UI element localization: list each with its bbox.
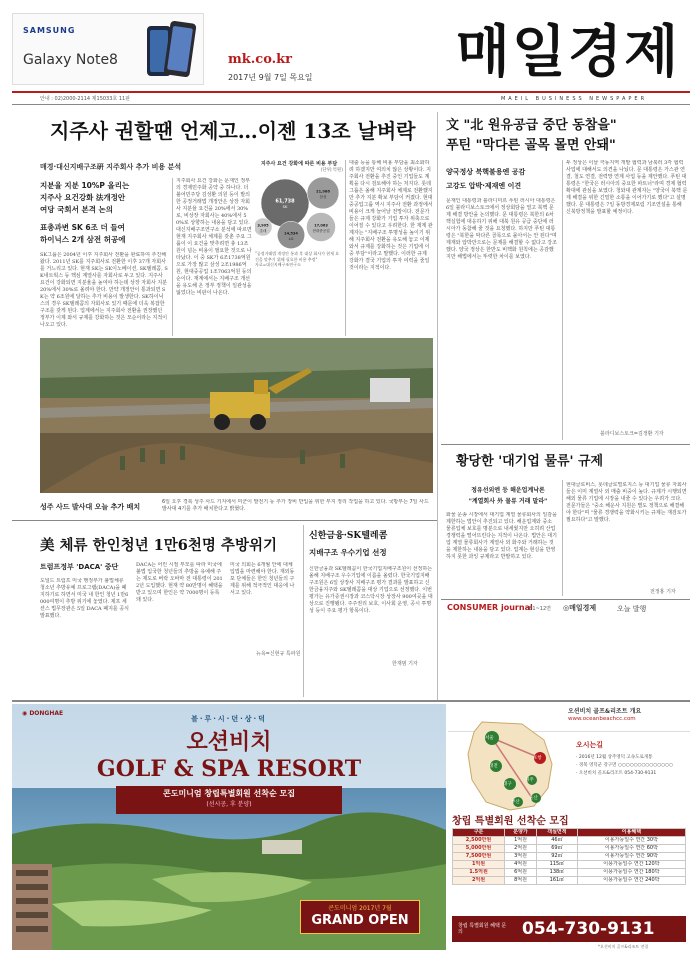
- table-row: [453, 845, 686, 853]
- chart-note: "공정거래법 개정안 통과 후 대상 회사가 현재 요건을 맞추기 위해 필요한 비용 추정": [255, 251, 340, 262]
- lead-subhead-4: 표총과변 SK 6조 더 들여: [40, 223, 125, 232]
- chart-name-label: LG: [288, 237, 294, 241]
- table-cell: 4억원: [505, 861, 537, 869]
- chart-svg: [255, 175, 343, 249]
- consumer-top-rule: [441, 599, 690, 600]
- chart-value-label: 3,905: [257, 223, 269, 228]
- daca-body-2: DACA는 어린 시절 부모를 따라 미국에 불법 입국한 청년들의 추방을 유예해 주는 제도로 버락 오바마 전 대통령이 2012년 도입했다. 현재 약 80만명이 혜택을 받고 있으며 한인은 약 7000명이 등록돼 있다.: [136, 562, 223, 603]
- table-cell: 161㎡: [537, 877, 578, 885]
- membership-table-title: 창립 특별회원 선착순 모집: [452, 816, 569, 827]
- table-row: [453, 877, 686, 885]
- chart-source: 자료=대신지배구조연구소: [255, 262, 301, 267]
- chart-name-label: SK: [282, 205, 288, 209]
- masthead-info-line: 안내 : 02)2000-2114 제15033호 11판: [40, 96, 131, 102]
- map-label-daejeon: 대전: [489, 764, 498, 769]
- ad-bottom-caption: *오션비치 골프&리조트 전경: [598, 944, 649, 949]
- table-head-cell: 구분: [453, 829, 505, 837]
- consumer-pages: B1~12면: [529, 606, 551, 612]
- lead-subhead-3: 여당 국회서 본격 논의: [40, 205, 114, 214]
- table-cell: 이용가능일수 연간 240박: [577, 877, 685, 885]
- table-cell: 6억원: [505, 869, 537, 877]
- logistics-subhead-1: 정유선외엔 등 해운업계낙론: [471, 487, 545, 494]
- lead-kicker: 매경·대신지배구조硏 지주회사 추가 비용 분석: [40, 163, 182, 171]
- cost-chart: [255, 160, 343, 305]
- consumer-brand: CONSUMER journal: [447, 603, 533, 612]
- map-label-daegu: 대구: [503, 782, 512, 787]
- membership-table: [452, 828, 686, 885]
- directions-line-2: · 경북 영덕군 강구면 ○○○○○○○○○○○○○○: [576, 763, 673, 768]
- thaad-photo[interactable]: [40, 338, 433, 493]
- ad-top-tag: 블·루·시·던·상·덕: [191, 715, 267, 723]
- ad-website[interactable]: www.oceanbeachcc.com: [568, 716, 636, 722]
- paper-name-en: MAEIL BUSINESS NEWSPAPER: [500, 96, 648, 102]
- consumer-journal-banner[interactable]: [441, 602, 690, 616]
- daca-headline[interactable]: 美 체류 한인청년 1만6천명 추방위기: [40, 537, 277, 554]
- ad-top-rule: [12, 700, 690, 702]
- summit-headline-2[interactable]: 푸틴 "막다른 골목 몰면 안돼": [446, 138, 616, 153]
- summit-subhead-1: 양국정상 북핵불용엔 공감: [446, 168, 526, 176]
- directions-line-1: · 2016년 12월 상주영덕 고속도로개통: [576, 755, 653, 760]
- daca-body-1: 도널드 트럼프 미국 행정부가 불법체류 청소년 추방유예 프로그램(DACA)을 폐지하기로 하면서 미국 내 한인 청년 1만6000여명이 추방 위기에 놓였다. 제프 세션스 법무장관은 5일 DACA 폐지를 공식 발표했다.: [40, 578, 129, 619]
- samsung-logo: SAMSUNG: [23, 26, 76, 35]
- table-cell: 이용가능일수 연간 60박: [577, 845, 685, 853]
- chart-value-label: 17,063: [314, 223, 328, 228]
- phone-label: 창립 특별회원 혜택 문의: [458, 923, 507, 935]
- table-cell: 2억원: [505, 845, 537, 853]
- logistics-divider: [562, 480, 563, 596]
- shinhan-body: 신한금융과 SK텔레콤이 한국기업지배구조원이 선정하는 올해 지배구조 우수기업에 이름을 올렸다. 한국기업지배구조원은 6일 상장사 지배구조 평가 결과를 발표하고 신한금융지주와 SK텔레콤을 대상 기업으로 선정했다. 이번 평가는 유가증권시장과 코스닥시장 상장사 900여곳을 대상으로 진행됐다. 주주권리 보호, 이사회 운영, 공시 투명성 등이 주요 평가 항목이다.: [309, 566, 433, 614]
- daca-top-rule: [12, 520, 437, 521]
- chart-caption: 지주사 요건 강화에 따른 비용 부담: [260, 161, 338, 167]
- shinhan-headline[interactable]: 신한금융·SK텔레콤: [309, 531, 388, 541]
- table-cell: 5,000만원: [453, 845, 505, 853]
- table-cell: 115㎡: [537, 861, 578, 869]
- center-divider: [437, 112, 438, 700]
- issue-date: 2017년 9월 7일 목요일: [228, 73, 313, 82]
- lead-subhead-1: 지분율 지분 10%P 올리는: [40, 181, 130, 190]
- table-row: [453, 837, 686, 845]
- chart-name-label: 롯데: [259, 229, 267, 233]
- shinhan-divider: [303, 525, 304, 697]
- phone-box[interactable]: [452, 916, 686, 942]
- summit-subhead-2: 고강도 압박·제재엔 이견: [446, 182, 522, 190]
- golf-ad-photo[interactable]: [12, 704, 446, 950]
- grand-open-line: 콘도미니엄 2017년 7월: [328, 905, 392, 912]
- table-head-cell: 분양가: [505, 829, 537, 837]
- lead-subhead-5: 하이닉스 2개 삼전 허공에: [40, 235, 126, 244]
- paper-name: 매일경제: [455, 20, 681, 85]
- grand-open-text: GRAND OPEN: [311, 913, 409, 928]
- map-label-busan: 부산: [511, 800, 520, 805]
- photo-caption-text: 6일 오후 경북 성주 사드 기지에서 미군이 발전기 등 추가 장비 반입을 위한 부지 정리 작업을 하고 있다. 국방부는 7일 사드 발사대 4기를 추가 배치한다고 밝혔다.: [162, 499, 429, 512]
- table-row: [453, 853, 686, 861]
- summit-divider: [562, 160, 563, 440]
- table-head-cell: 이용혜택: [577, 829, 685, 837]
- logistics-byline: 전정홍 기자: [650, 589, 676, 595]
- ad-title-english: GOLF & SPA RESORT: [96, 756, 362, 782]
- ad-recruit-sub: (선시공, 후 분양): [206, 801, 252, 808]
- chart-unit: (단위:억원): [320, 168, 343, 173]
- map-header-title: 오션비치 골프&리조트 개요: [568, 708, 642, 715]
- summit-byline: 블라디보스토크=김정환 기자: [600, 431, 664, 437]
- membership-table-wrap: [452, 828, 686, 885]
- table-cell: 46㎡: [537, 837, 578, 845]
- logistics-headline[interactable]: 황당한 '대기업 물류' 규제: [456, 454, 604, 469]
- map-label-gyeongju: 경주: [525, 778, 534, 783]
- table-cell: 3억원: [505, 853, 537, 861]
- ad-recruit-banner: [116, 786, 342, 814]
- lead-col-divider-2: [345, 160, 346, 336]
- developer-logo: ◉ DONGHAE: [22, 710, 64, 717]
- daca-byline: 뉴욕=신현규 특파원: [256, 651, 301, 657]
- daca-subhead: 트럼프정부 'DACA' 중단: [40, 563, 119, 571]
- daca-body-3: 미국 의회는 6개월 안에 대체 입법을 마련해야 한다. 재외동포 단체들은 한인 청년들의 구제를 위해 적극적인 대응에 나서고 있다.: [230, 562, 295, 596]
- table-cell: 92㎡: [537, 853, 578, 861]
- directions-line-3: · 오션비치 골프&리조트 054-730-9131: [576, 771, 657, 776]
- shinhan-byline: 한재범 기자: [392, 661, 418, 667]
- chart-value-label: 14,534: [284, 231, 298, 236]
- mk-partner-logo: ◎매일경제: [563, 604, 597, 612]
- developer-logo-text: DONGHAE: [29, 710, 64, 717]
- lead-body-col2: 지주회사 요건 강화는 문재인 정부의 경제민주화 공약 중 하나다. 더불어민주당 김성환 의원 등이 발의한 공정거래법 개정안은 상장 자회사 지분율 요건을 20%에서 30%로, 비상장 자회사는 40%에서 50%로 상향하는 내용을 담고 있다. 대신지배구조연구소 분석에 따르면 현재 지주회사 체제를 갖춘 주요 그룹이 이 요건을 맞추려면 총 13조원이 넘는 비용이 필요한 것으로 나타났다. 이 중 SK가 6조1738억원으로 가장 많고 삼성 2조1986억원, 현대중공업 1조7063억원 등의 순이다. 재계에서는 지배구조 개선을 유도해 온 정부 정책이 일관성을 잃었다는 비판이 나온다.: [176, 178, 252, 296]
- grand-open-badge: [300, 900, 420, 934]
- masthead-top-rule: [12, 91, 690, 93]
- map-label-ulsan: 울산: [529, 796, 538, 801]
- photo-caption-title: 성주 사드 발사대 오늘 추가 배치: [40, 503, 141, 511]
- table-cell: 8억원: [505, 877, 537, 885]
- table-cell: 7,500만원: [453, 853, 505, 861]
- table-row: [453, 861, 686, 869]
- logistics-subhead-2: "계열회사 外 물류 거래 말라": [468, 498, 548, 505]
- consumer-tagline: 오늘 발행: [617, 605, 647, 613]
- map-label-seoul: 서울: [485, 736, 494, 741]
- table-cell: 이용가능일수 연간 30박: [577, 837, 685, 845]
- table-cell: 2억원: [453, 877, 505, 885]
- logistics-top-rule: [441, 444, 690, 445]
- table-cell: 1.5억원: [453, 869, 505, 877]
- lead-col-divider-1: [172, 178, 173, 336]
- ad-title-korean: 오션비치: [186, 730, 272, 755]
- table-cell: 69㎡: [537, 845, 578, 853]
- samsung-product-name: Galaxy Note8: [23, 52, 118, 68]
- chart-name-label: 삼성: [319, 195, 327, 199]
- golf-ad-info-panel: [448, 704, 690, 950]
- directions-title: 오시는길: [576, 741, 604, 749]
- table-cell: 1억원: [505, 837, 537, 845]
- phone-number: 054-730-9131: [522, 919, 655, 939]
- chart-name-label: 현대중공업: [312, 229, 330, 233]
- lead-subheads: [40, 180, 168, 246]
- website-link[interactable]: mk.co.kr: [228, 52, 293, 67]
- masthead-bottom-rule: [12, 104, 690, 105]
- phone-image: [143, 20, 197, 80]
- table-cell: 1억원: [453, 861, 505, 869]
- table-row: [453, 869, 686, 877]
- ad-recruit-text: 콘도미니엄 창립특별회원 선착순 모집: [162, 789, 295, 798]
- table-cell: 2,500만원: [453, 837, 505, 845]
- lead-headline[interactable]: 지주사 권할땐 언제고…이젠 13조 날벼락: [50, 119, 416, 143]
- samsung-ad[interactable]: [12, 13, 204, 85]
- consumer-partner: 매일경제: [569, 604, 597, 612]
- summit-body-left: 문재인 대통령과 블라디미르 푸틴 러시아 대통령은 6일 블라디보스토크에서 정상회담을 열고 북핵 문제 해결 방안을 논의했다. 문 대통령은 북한의 6차 핵실험에 대응하기 위해 대북 원유 공급 중단에 러시아가 동참해 줄 것을 요청했다. 하지만 푸틴 대통령은 "북한을 막다른 골목으로 몰아서는 안 된다"며 제재와 압박만으로는 문제를 해결할 수 없다고 강조했다. 양국 정상은 한반도 비핵화 원칙에는 공감했지만 해법에서는 뚜렷한 차이를 보였다.: [446, 198, 557, 260]
- lead-body-col1: SK그룹은 2004년 이후 지주회사 전환을 완료하여 추진해 왔다. 2011년 SK를 지주회사로 전환한 이후 37개 자회사를 거느리고 있다. 현재 SK는 SK이노베이션, SK텔레콤, SK네트웍스 등 핵심 계열사를 자회사로 두고 있다. 지주사 요건이 강화되면 지분율을 높여야 하는데 상장 자회사 지분 20%에서 30%로 올려야 한다. 만약 개정안이 통과되면 SK는 약 6조원에 달하는 추가 비용이 발생한다. SK하이닉스의 경우 SK텔레콤의 자회사로 있기 때문에 더욱 복잡한 구조를 갖게 된다. 업계에서는 지주회사 전환을 권장했던 정부가 이제 와서 규제를 강화하는 것은 모순이라는 지적이 나오고 있다.: [40, 252, 168, 328]
- map-label-pohang: 포항: [533, 756, 542, 761]
- table-cell: 이용가능일수 연간 180박: [577, 869, 685, 877]
- summit-headline-1[interactable]: 文 "北 원유공급 중단 동참을": [446, 118, 617, 133]
- chart-value-label: 61,738: [275, 198, 295, 205]
- logistics-body-left: 화물 운송 시장에서 대기업 계열 물류회사의 일감을 제한하는 법안이 추진되고 있다. 해운업계와 중소 물류업체 보호를 명분으로 내세웠지만 오히려 산업 경쟁력을 떨어뜨린다는 지적이 나온다. 법안은 대기업 계열 물류회사가 계열사 외 화주와 거래하는 것을 제한하는 내용을 담고 있다. 업계는 현실을 반영하지 못한 과잉 규제라고 반발하고 있다.: [446, 512, 557, 560]
- lead-body-col3: 대출 등을 통해 비용 부담을 최소화하려 하겠지만 여의치 않은 상황이다. 지주회사 전환을 추진 중인 기업들도 계획을 다시 검토해야 하는 처지다. 롯데그룹은 올해 지주회사 체제로 전환했지만 추가 지분 확보 부담이 커졌다. 현대중공업그룹 역시 지주사 전환 과정에서 비용이 크게 늘어날 전망이다. 전문가들은 규제 강화가 기업 투자 위축으로 이어질 수 있다고 우려한다. 한 재계 관계자는 "지배구조 투명성을 높이기 위해 지주회사 전환을 유도해 놓고 이제 와서 규제를 강화하는 것은 기업에 이중 부담"이라고 말했다. 이러한 규제 강화가 결국 기업의 투자 여력을 줄일 것이라는 지적이다.: [349, 160, 433, 271]
- summit-body-right: 두 정상은 이날 극동지역 개발 협력과 남북러 3각 협력 사업에 대해서도 의견을 나눴다. 문 대통령은 가스관 연결, 철도 연결, 전력망 연계 사업 등을 제안했다. 푸틴 대통령은 "한국은 러시아의 중요한 파트너"라며 경제 협력 확대에 관심을 보였다. 청와대 관계자는 "양국이 북핵 문제 해결을 위한 긴밀한 소통을 이어가기로 했다"고 설명했다. 문 대통령은 7일 동방경제포럼 기조연설을 통해 신북방정책을 발표할 예정이다.: [566, 160, 688, 215]
- table-cell: 138㎡: [537, 869, 578, 877]
- table-cell: 이용가능일수 연간 90박: [577, 853, 685, 861]
- lead-subhead-2: 지주사 요건강화 法개정안: [40, 193, 126, 202]
- logistics-body-right: 현대글로비스, 롯데글로벌로지스 등 대기업 물류 자회사들은 이미 계열사 외 매출 비중이 높다. 규제가 시행되면 해외 물류 기업에 시장을 내줄 수 있다는 우려가 크다. 전문가들은 "중소 해운사 지원은 별도 정책으로 해결해야 한다"며 "물류 경쟁력을 약화시키는 규제는 재검토가 필요하다"고 말했다.: [566, 482, 687, 523]
- shinhan-subhead: 지배구조 우수기업 선정: [309, 548, 387, 557]
- table-cell: 이용가능일수 연간 120박: [577, 861, 685, 869]
- table-head-cell: 객실면적: [537, 829, 578, 837]
- chart-value-label: 21,986: [316, 189, 330, 194]
